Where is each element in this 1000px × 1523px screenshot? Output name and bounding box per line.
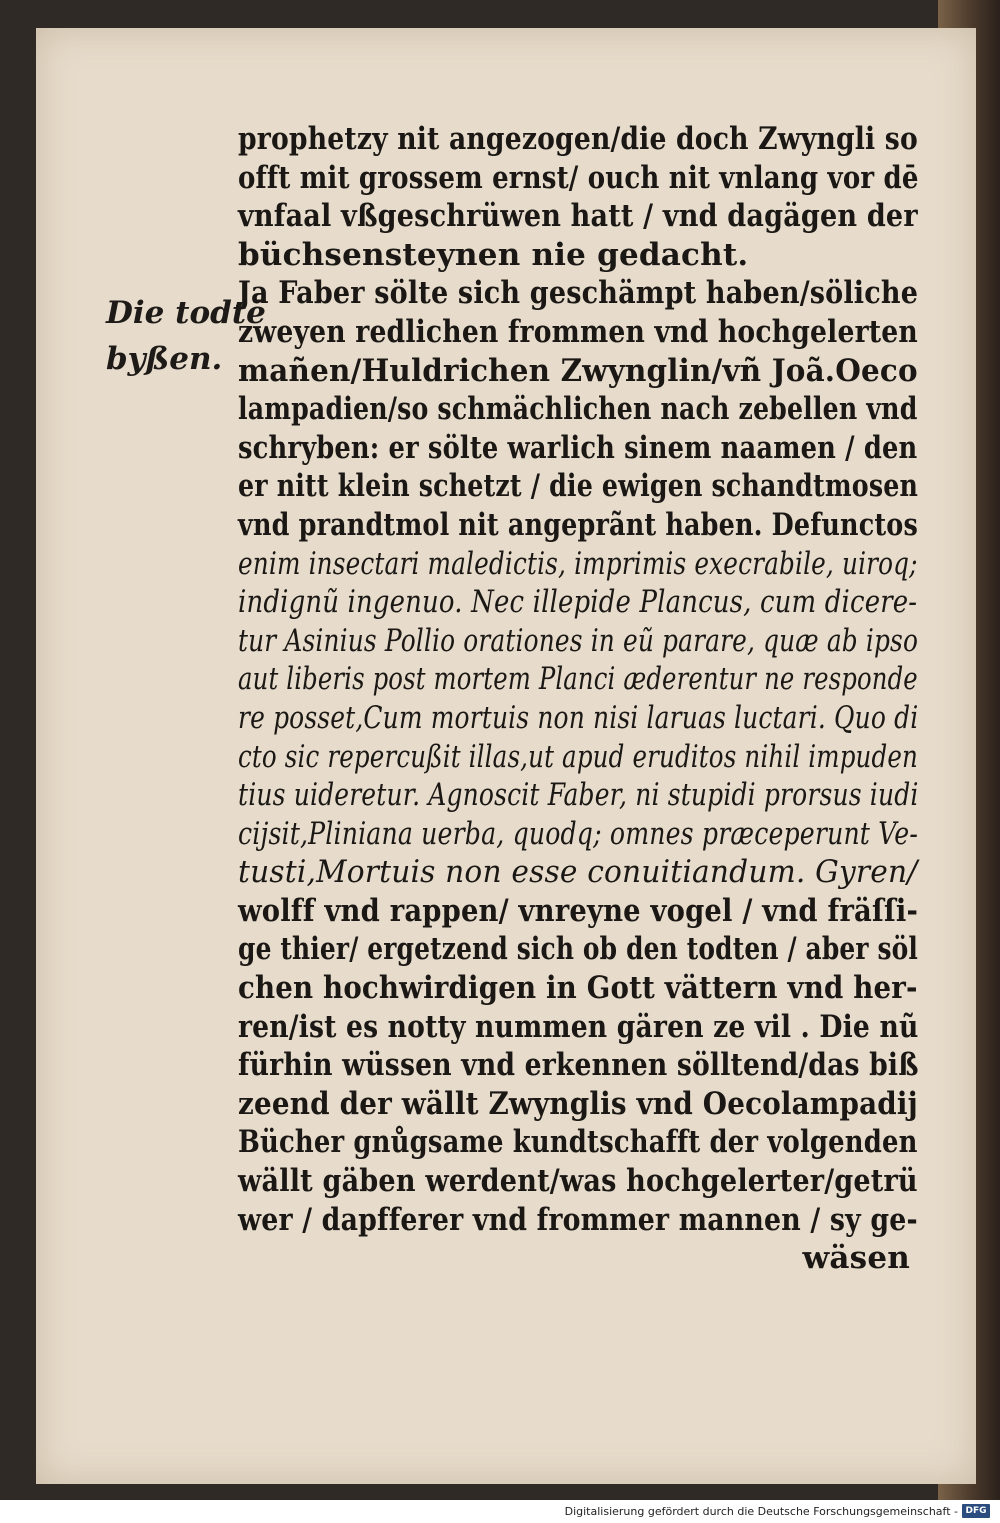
text-line: chen hochwirdigen in Gott vättern vnd her-	[238, 970, 918, 1007]
text-line: cto sic repercußit illas,ut apud eruditos nihil impuden	[238, 738, 918, 775]
text-line: aut liberis post mortem Planci æderentur ne responde	[238, 661, 918, 698]
text-line: vnfaal vßgeschrüwen hatt / vnd dagägen der	[238, 198, 918, 235]
text-line: zeend der wällt Zwynglis vnd Oecolampadij	[238, 1085, 918, 1122]
text-line: tius uideretur. Agnoscit Faber, ni stupidi prorsus iudi	[238, 777, 919, 814]
text-line: offt mit grossem ernst/ ouch nit vnlang vor dē	[238, 159, 919, 196]
margin-note	[106, 290, 266, 382]
text-line: wer / dapfferer vnd frommer mannen / sy ge-	[238, 1201, 918, 1238]
text-line: zweyen redlichen frommen vnd hochgelerten	[238, 313, 918, 350]
footer-credit: Digitalisierung gefördert durch die Deutsche Forschungsgemeinschaft -	[564, 1505, 958, 1518]
text-line: indignũ ingenuo. Nec illepide Plancus, cum dicere-	[238, 584, 918, 621]
text-line: büchsensteynen nie gedacht.	[238, 236, 749, 273]
margin-note-line: byßen.	[106, 341, 223, 377]
text-line: Ja Faber sölte sich geschämpt haben/söliche	[238, 275, 919, 312]
page-text-block	[238, 120, 918, 1278]
text-line: tur Asinius Pollio orationes in eũ parare, quæ ab ipso	[238, 622, 919, 659]
text-line: vnd prandtmol nit angeprãnt haben. Defunctos	[238, 506, 918, 543]
book-page	[36, 28, 976, 1484]
text-line: schryben: er sölte warlich sinem naamen / den	[238, 429, 918, 466]
text-line: er nitt klein schetzt / die ewigen schandtmosen	[238, 468, 919, 505]
margin-note-line: Die todtē	[106, 295, 266, 331]
text-line: tusti,Mortuis non esse conuitiandum. Gyren/	[238, 854, 918, 891]
text-line: Bücher gnůgsame kundtschafft der volgenden	[238, 1124, 918, 1161]
text-line: lampadien/so schmächlichen nach zebellen vnd	[238, 391, 918, 428]
text-line: cijsit,Pliniana uerba, quodq; omnes præceperunt Ve-	[238, 815, 919, 852]
text-line: fürhin wüssen vnd erkennen sölltend/das biß	[238, 1047, 919, 1084]
text-line: re posset,Cum mortuis non nisi laruas luctari. Quo di	[238, 699, 919, 736]
text-line: ren/ist es notty nummen gären ze vil . Die nũ	[238, 1008, 919, 1045]
footer-bar	[0, 1500, 1000, 1523]
text-line: ge thier/ ergetzend sich ob den todten / aber söl	[238, 931, 919, 968]
text-line: prophetzy nit angezogen/die doch Zwyngli so	[238, 121, 918, 157]
text-line: wolff vnd rappen/ vnreyne vogel / vnd fräſſi-	[238, 892, 919, 929]
text-line: wällt gäben werdent/was hochgelerter/getrü	[238, 1163, 918, 1200]
dfg-logo: DFG	[962, 1504, 990, 1518]
text-line: mañen/Huldrichen Zwynglin/vñ Joã.Oeco	[238, 352, 918, 389]
catchword: wäsen	[802, 1240, 910, 1277]
text-line: enim insectari maledictis, imprimis execrabile, uiroq;	[238, 545, 918, 582]
